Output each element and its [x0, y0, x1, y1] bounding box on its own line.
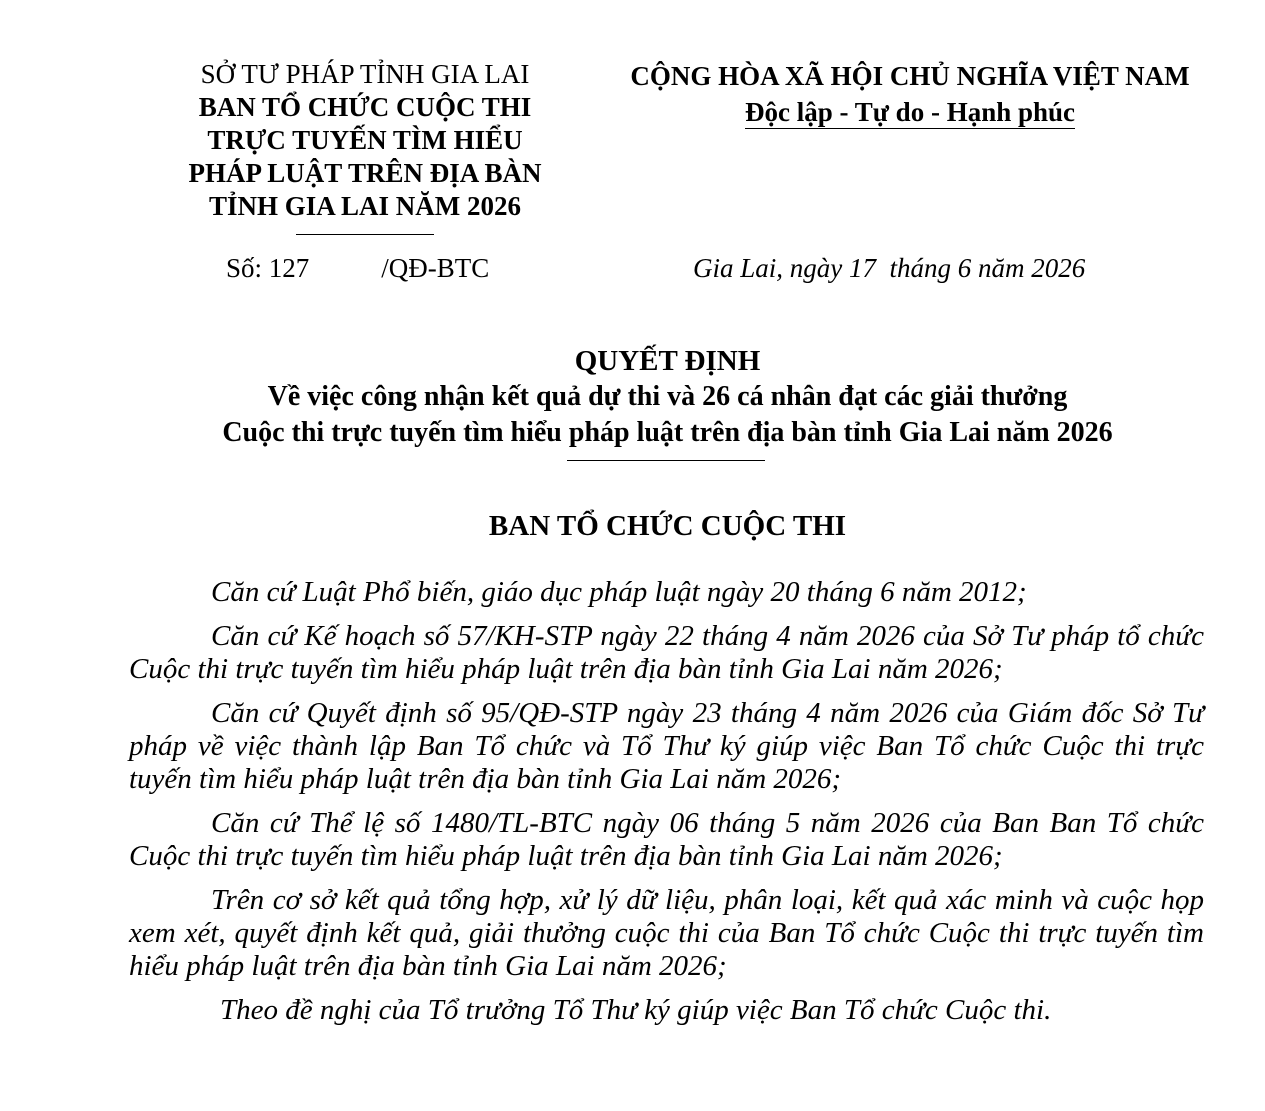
issuing-committee: BAN TỔ CHỨC CUỘC THI	[488, 510, 847, 542]
title-line: Cuộc thi trực tuyến tìm hiểu pháp luật trên địa bàn tỉnh Gia Lai năm 2026	[222, 417, 1113, 448]
title-underline	[567, 460, 765, 461]
org-line: TRỰC TUYẾN TÌM HIỂU	[207, 125, 523, 155]
document-title	[60, 343, 1265, 451]
org-line: BAN TỔ CHỨC CUỘC THI	[198, 92, 532, 122]
title-heading: QUYẾT ĐỊNH	[574, 345, 761, 377]
legal-basis-paragraph: Căn cứ Kế hoạch số 57/KH-STP ngày 22 tháng 4 năm 2026 của Sở Tư pháp tổ chức Cuộc thi trực tuyến tìm hiểu pháp luật trên địa bàn tỉnh Gia Lai năm 2026;	[129, 620, 1204, 685]
legal-basis-paragraph: Căn cứ Luật Phổ biến, giáo dục pháp luật ngày 20 tháng 6 năm 2012;	[211, 576, 1027, 608]
national-header-block	[600, 58, 1220, 130]
document-number-prefix: Số: 127	[226, 253, 310, 283]
legal-basis-paragraph: Căn cứ Thể lệ số 1480/TL-BTC ngày 06 tháng 5 năm 2026 của Ban Ban Tổ chức Cuộc thi trực tuyến tìm hiểu pháp luật trên địa bàn tỉnh Gia Lai năm 2026;	[129, 807, 1204, 872]
proposal-paragraph: Theo đề nghị của Tổ trưởng Tổ Thư ký giúp việc Ban Tổ chức Cuộc thi.	[220, 994, 1052, 1026]
national-motto: Độc lập - Tự do - Hạnh phúc	[744, 97, 1076, 127]
org-line: PHÁP LUẬT TRÊN ĐỊA BÀN	[188, 158, 542, 188]
document-number	[226, 252, 489, 284]
parent-agency: SỞ TƯ PHÁP TỈNH GIA LAI	[200, 59, 530, 89]
issuing-agency-block	[140, 58, 590, 223]
document-number-suffix: /QĐ-BTC	[381, 253, 490, 283]
legal-basis-paragraph: Trên cơ sở kết quả tổng hợp, xử lý dữ liệu, phân loại, kết quả xác minh và cuộc họp xem xét, quyết định kết quả, giải thưởng cuộc thi của Ban Tổ chức Cuộc thi trực tuyến tìm hiểu pháp luật trên địa bàn tỉnh Gia Lai năm 2026;	[129, 884, 1204, 982]
preamble	[129, 576, 1204, 1038]
org-line: TỈNH GIA LAI NĂM 2026	[208, 191, 522, 221]
place-and-date: Gia Lai, ngày 17 tháng 6 năm 2026	[693, 253, 1086, 283]
agency-underline	[296, 234, 434, 235]
title-line: Về việc công nhận kết quả dự thi và 26 cá nhân đạt các giải thưởng	[267, 381, 1068, 412]
legal-basis-paragraph: Căn cứ Quyết định số 95/QĐ-STP ngày 23 tháng 4 năm 2026 của Giám đốc Sở Tư pháp về việc thành lập Ban Tổ chức và Tổ Thư ký giúp việc Ban Tổ chức Cuộc thi trực tuyến tìm hiểu pháp luật trên địa bàn tỉnh Gia Lai năm 2026;	[129, 697, 1204, 795]
country-name: CỘNG HÒA XÃ HỘI CHỦ NGHĨA VIỆT NAM	[630, 61, 1190, 91]
